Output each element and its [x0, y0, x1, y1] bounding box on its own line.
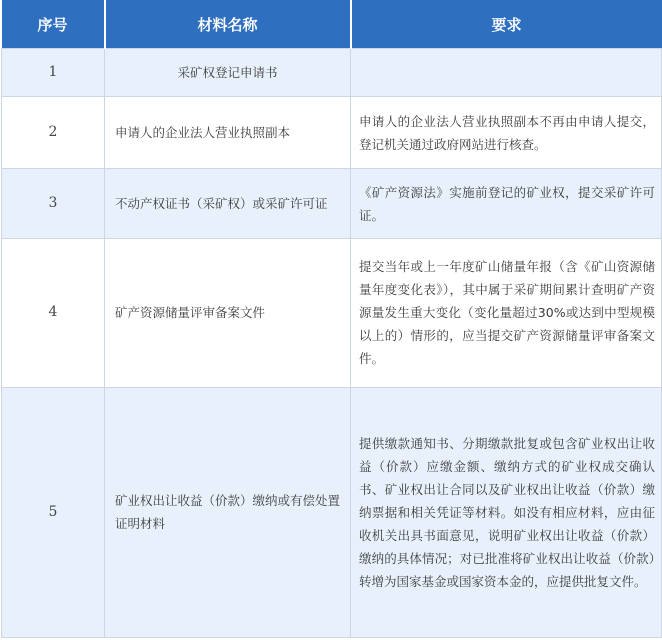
- header-no: 序号: [2, 0, 105, 49]
- requirement-text: [351, 49, 662, 97]
- row-number: 5: [2, 387, 105, 637]
- material-name: 矿业权出让收益（价款）缴纳或有偿处置证明材料: [105, 387, 351, 637]
- header-requirement: 要求: [351, 0, 662, 49]
- table-row: [2, 169, 662, 239]
- material-name: 矿产资源储量评审备案文件: [105, 239, 351, 387]
- header-name: 材料名称: [105, 0, 351, 49]
- material-name: 申请人的企业法人营业执照副本: [105, 97, 351, 169]
- table-row: [2, 97, 662, 169]
- requirement-text: 提供缴款通知书、分期缴款批复或包含矿业权出让收益（价款）应缴金额、缴纳方式的矿业权成交确认书、矿业权出让合同以及矿业权出让收益（价款）缴纳票据和相关凭证等材料。如没有相应材料，应由征收机关出具书面意见，说明矿业权出让收益（价款）缴纳的具体情况；对已批准将矿业权出让收益（价款）转增为国家基金或国家资本金的，应提供批复文件。: [351, 387, 662, 637]
- header-row: [2, 0, 662, 49]
- row-number: 1: [2, 49, 105, 97]
- row-number: 3: [2, 169, 105, 239]
- table-row: [2, 49, 662, 97]
- materials-table: [1, 0, 662, 638]
- row-number: 4: [2, 239, 105, 387]
- requirement-text: 《矿产资源法》实施前登记的矿业权，提交采矿许可证。: [351, 169, 662, 239]
- table-row: [2, 387, 662, 637]
- material-name: 不动产权证书（采矿权）或采矿许可证: [105, 169, 351, 239]
- requirement-text: 申请人的企业法人营业执照副本不再由申请人提交，登记机关通过政府网站进行核查。: [351, 97, 662, 169]
- row-number: 2: [2, 97, 105, 169]
- table-row: [2, 239, 662, 387]
- requirement-text: 提交当年或上一年度矿山储量年报（含《矿山资源储量年度变化表》），其中属于采矿期间累计查明矿产资源量发生重大变化（变化量超过30%或达到中型规模以上的）情形的，应当提交矿产资源储量评审备案文件。: [351, 239, 662, 387]
- material-name: 采矿权登记申请书: [105, 49, 351, 97]
